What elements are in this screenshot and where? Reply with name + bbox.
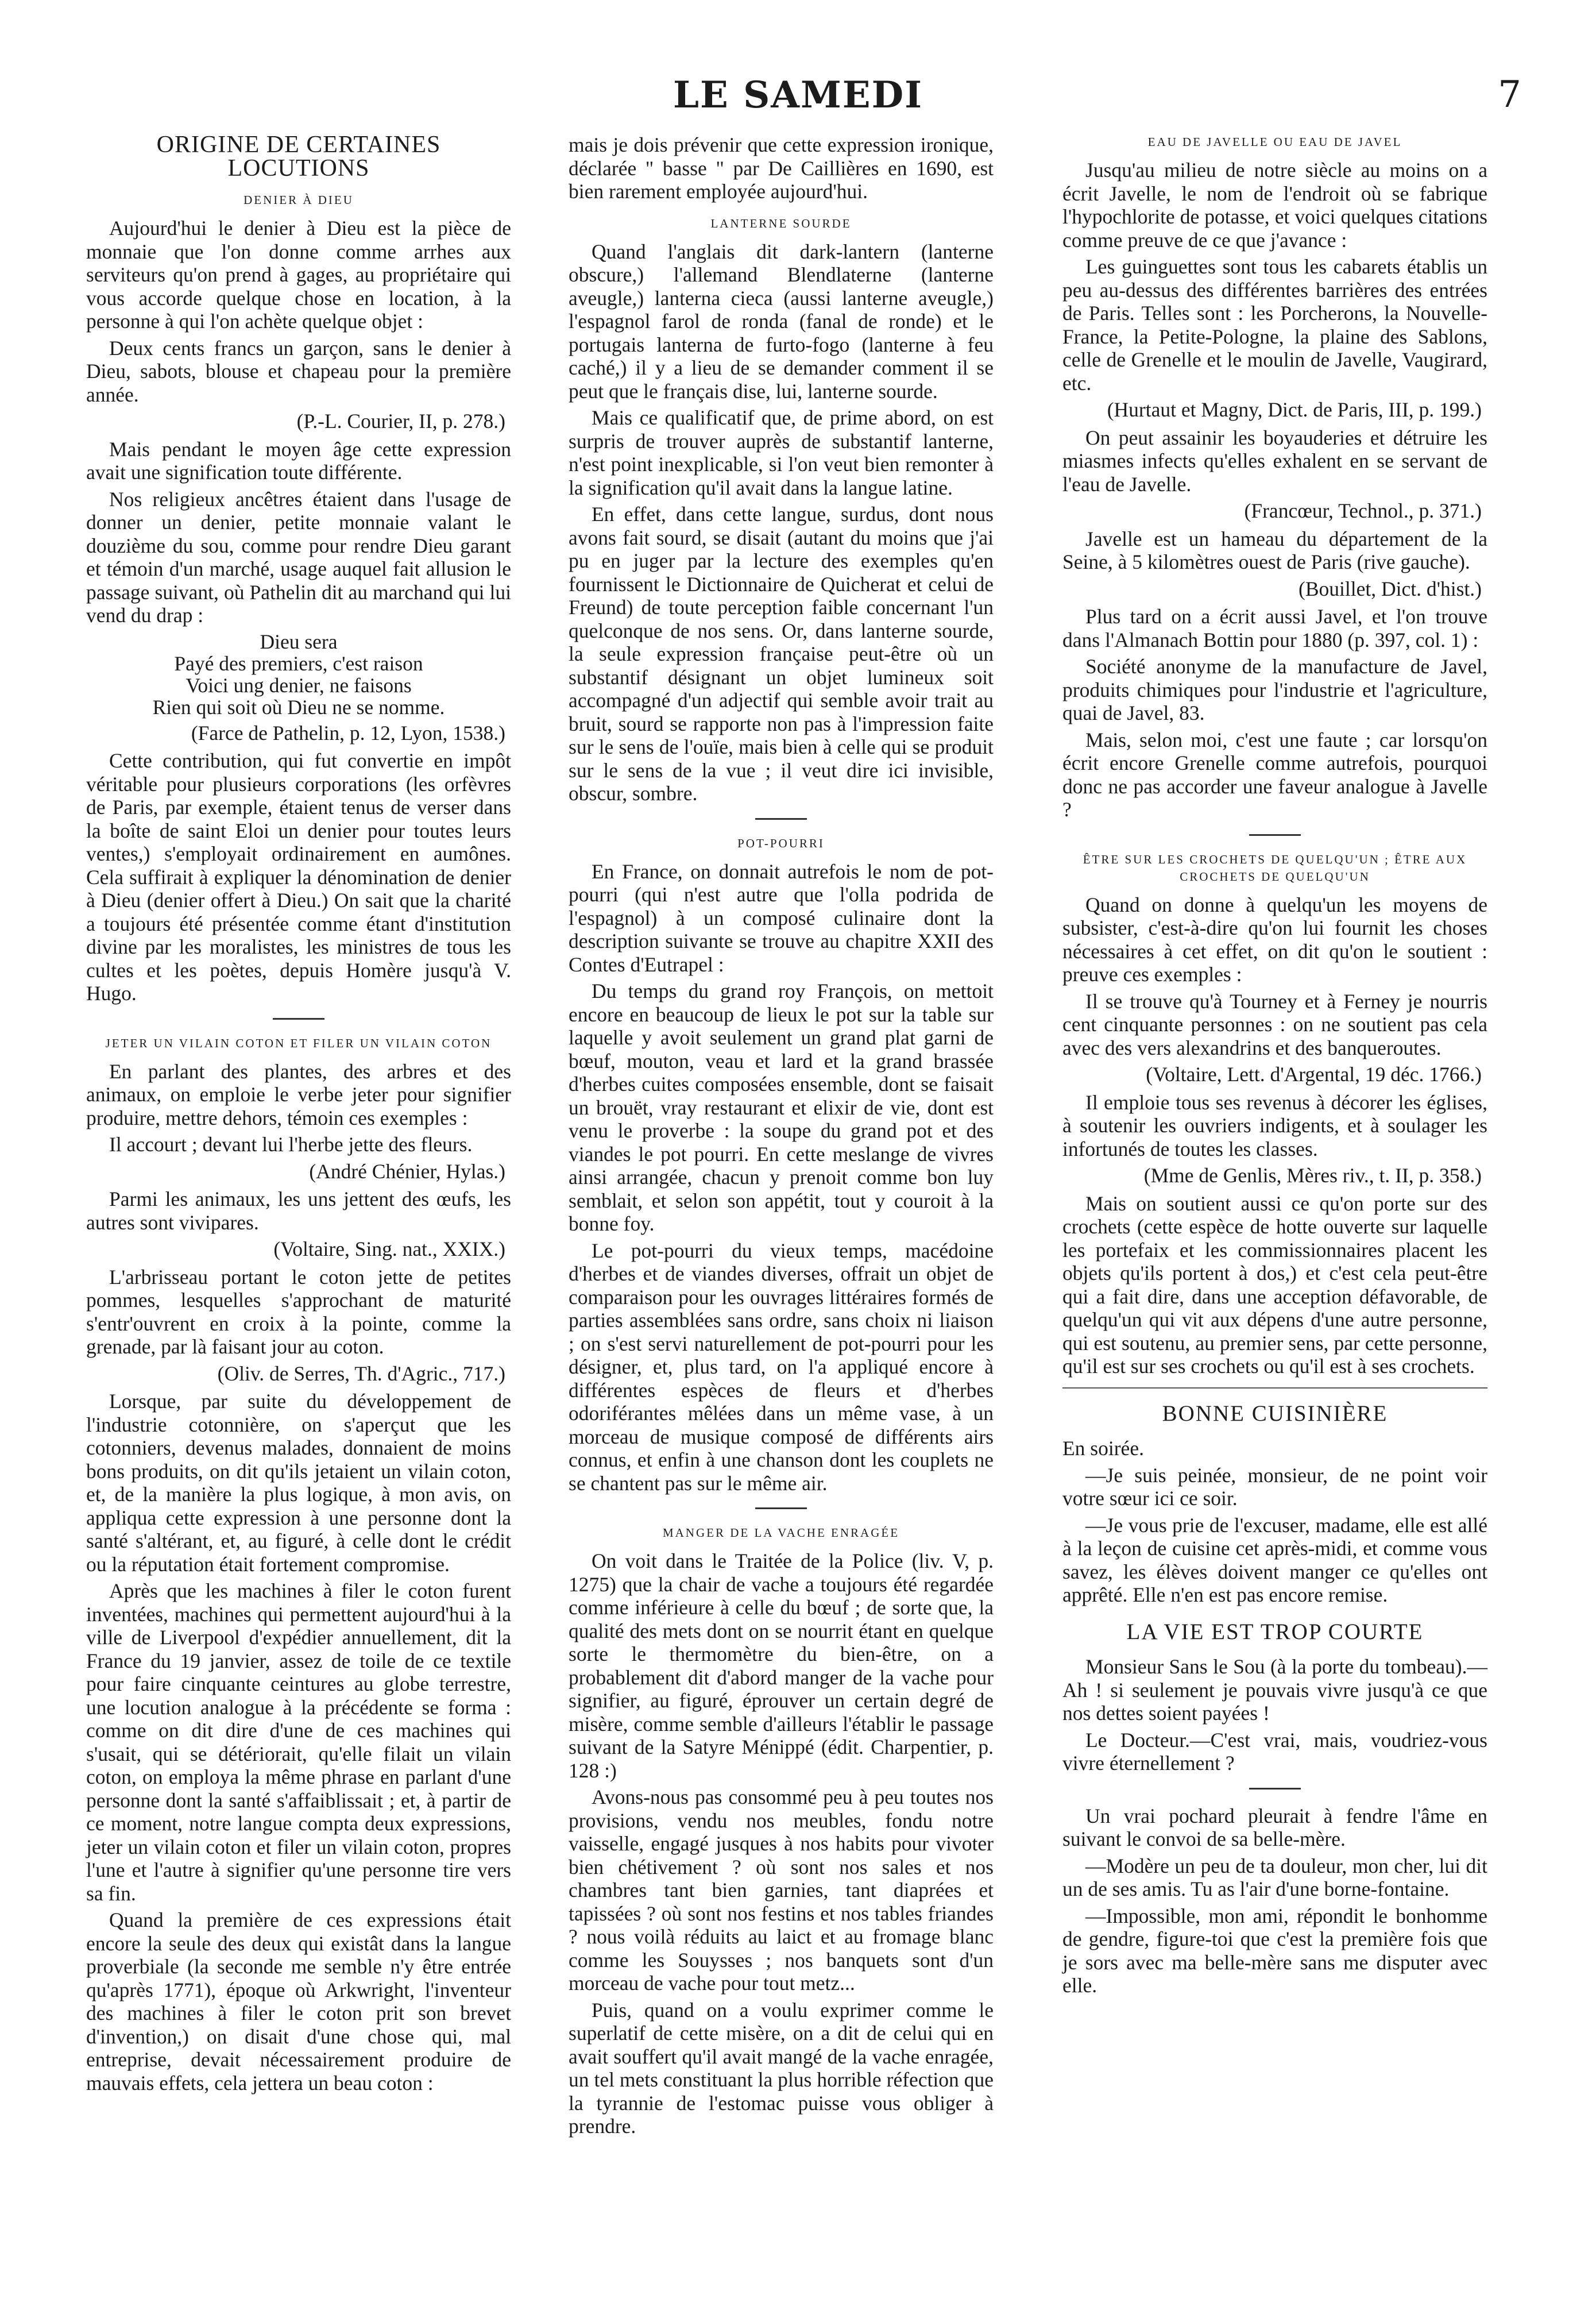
citation: (P.-L. Courier, II, p. 278.) (296, 410, 505, 433)
paragraph: Le pot-pourri du vieux temps, macédoine d'herbes et de viandes diverses, offrait un objet de comparaison pour les ouvrages littéraires formés de parties assemblées sans ordre, sans choix ni liaison ; on s'est servi naturellement de pot-pourri pour les désigner, et, plus tard, on l'a appliqué encore à différentes espèces de fleurs et d'herbes odoriférantes mêlées dans un même vase, à un morceau de musique composé de différents airs connus, et enfin à une chanson dont les couplets ne se chantent pas sur le même air. (569, 1239, 994, 1495)
quotation: Avons-nous pas consommé peu à peu toutes nos provisions, vendu nos meubles, fondu notre vaisselle, engagé jusques à nos habits pour vivoter bien chétivement ? où sont nos sales et nos chambres tant bien garnies, tant diaprées et tapissées ? où sont nos festins et nos tables friandes ? nous voilà réduits au laict et au fromage blanc comme les Souysses ; nos banquets sont d'un morceau de vache pour tout metz... (569, 1785, 994, 1995)
page-number: 7 (1498, 74, 1521, 116)
paragraph: Aujourd'hui le denier à Dieu est la pièce de monnaie que l'on donne comme arrhes aux serviteurs qu'on prend à gages, au propriétaire qui vous accorde quelque chose en location, à la personne à qui l'on achète quelque objet : (86, 217, 511, 333)
citation: (Hurtaut et Magny, Dict. de Paris, III, p. 199.) (1107, 398, 1482, 421)
verse-block (86, 631, 511, 718)
citation: (Francœur, Technol., p. 371.) (1244, 499, 1482, 522)
column-2 (569, 133, 994, 2142)
paragraph: En parlant des plantes, des arbres et des animaux, on emploie le verbe jeter pour signifier produire, mettre dehors, témoin ces exemples : (86, 1059, 511, 1129)
page-title: LE SAMEDI (673, 74, 923, 117)
article-title: ORIGINE DE CERTAINES LOCUTIONS (156, 132, 441, 182)
section-divider (755, 818, 807, 820)
verse-line: Dieu sera (260, 630, 338, 653)
paragraph: Puis, quand on a voulu exprimer comme le superlatif de cette misère, on a dit de celui qui en avait souffert qu'il avait mangé de la vache enragée, un tel mets constituant la plus horrible réfection que la tyrannie de l'estomac puisse vous obliger à prendre. (569, 1998, 994, 2138)
verse-line: Voici ung denier, ne faisons (186, 673, 412, 697)
paragraph: mais je dois prévenir que cette expression ironique, déclarée " basse " par De Caillières en 1690, est bien rarement employée aujourd'hui. (569, 133, 994, 203)
paragraph: Monsieur Sans le Sou (à la porte du tombeau).—Ah ! si seulement je pouvais vivre jusqu'à ce que nos dettes soient payées ! (1062, 1655, 1487, 1725)
citation: (Voltaire, Lett. d'Argental, 19 déc. 1766.) (1146, 1063, 1482, 1086)
quotation: Parmi les animaux, les uns jettent des œufs, les autres sont vivipares. (86, 1187, 511, 1234)
section-heading-lanterne: LANTERNE SOURDE (710, 216, 852, 230)
verse-line: Rien qui soit où Dieu ne se nomme. (152, 695, 445, 719)
quotation: Il se trouve qu'à Tourney et à Ferney je nourris cent cinquante personnes : on ne soutient pas cela avec des vers alexandrins et des banqueroutes. (1062, 989, 1487, 1059)
paragraph: Quand on donne à quelqu'un les moyens de subsister, c'est-à-dire qu'on lui fournit les choses nécessaires à cet effet, on dit qu'on le soutient : preuve ces exemples : (1062, 893, 1487, 986)
paragraph: Plus tard on a écrit aussi Javel, et l'on trouve dans l'Almanach Bottin pour 1880 (p. 397, col. 1) : (1062, 605, 1487, 651)
section-heading-crochets: ÊTRE SUR LES CROCHETS DE QUELQU'UN ; ÊTRE AUX CROCHETS DE QUELQU'UN (1083, 852, 1467, 884)
paragraph: Quand la première de ces expressions était encore la seule des deux qui existât dans la langue proverbiale (la seconde me semble n'y être entrée qu'après 1771), époque où Arkwright, l'inventeur des machines à filer le coton prit son brevet d'invention,) on disait d'une chose qui, mal entreprise, devait nécessairement produire de mauvais effets, cela jettera un beau coton : (86, 1908, 511, 2095)
horizontal-rule (1062, 1387, 1487, 1389)
paragraph: Jusqu'au milieu de notre siècle au moins on a écrit Javelle, le nom de l'endroit où se fabrique l'hypochlorite de potasse, et voici quelques citations comme preuve de ce que j'avance : (1062, 159, 1487, 252)
page-header (0, 74, 1596, 125)
paragraph: Après que les machines à filer le coton furent inventées, machines qui permettent aujourd'hui à la ville de Liverpool d'expédier annuellement, dit la France du 19 janvier, assez de toile de ce textile pour faire cinquante ceintures au globe terrestre, une locution analogue à la précédente se forma : comme on dit dire d'une de ces machines qui s'usait, qui se détériorait, qu'elle filait un vilain coton, on employa la même phrase en parlant d'une personne dont la santé s'affaiblissait ; et, à partir de ce moment, notre langue compta deux expressions, jeter un vilain coton et filer un vilain coton, propres l'une et l'autre à signifier qu'une personne tire vers sa fin. (86, 1579, 511, 1905)
paragraph: —Modère un peu de ta douleur, mon cher, lui dit un de ses amis. Tu as l'air d'une borne-fontaine. (1062, 1854, 1487, 1900)
quotation: Du temps du grand roy François, on mettoit encore en beaucoup de lieux le pot sur la table sur laquelle y avoit seulement un grand plat garni de bœuf, mouton, veau et lard et la grand brassée d'herbes cuites composées ensemble, dont se faisait un brouët, vray restaurant et elixir de vie, dont est venu le proverbe : la soupe du grand pot et des viandes le pot pourri. En cette meslange de vivres ainsi arrangée, chacun y prenoit comme bon luy semblait, et selon son appétit, tout y couroit à la bonne foy. (569, 979, 994, 1235)
column-1 (86, 133, 511, 2098)
paragraph: Mais on soutient aussi ce qu'on porte sur des crochets (cette espèce de hotte ouverte sur laquelle les portefaix et les commissionnaires placent les objets qu'ils portent à dos,) et c'est cela peut-être qui a fait dire, dans une acception défavorable, de quelqu'un qui vit aux dépens d'une autre personne, qui est soutenu, au premier sens, par cette personne, qu'il est sur ses crochets ou qu'il est à ses crochets. (1062, 1191, 1487, 1378)
citation: (Mme de Genlis, Mères riv., t. II, p. 358.) (1143, 1164, 1482, 1187)
quotation: On peut assainir les boyauderies et détruire les miasmes infects qu'elles exhalent en se servant de l'eau de Javelle. (1062, 426, 1487, 496)
paragraph: —Je suis peinée, monsieur, de ne point voir votre sœur ici ce soir. (1062, 1463, 1487, 1510)
paragraph: En soirée. (1062, 1437, 1144, 1460)
section-divider (755, 1507, 807, 1509)
paragraph: En effet, dans cette langue, surdus, dont nous avons fait sourd, se disait (autant du moins que j'ai pu en juger par la lecture des exemples qu'en fournissent le Dictionnaire de Quicherat et celui de Freund) de toute perception faible concernant l'un quelconque de nos sens. Or, dans lanterne sourde, la seule expression française peut-être où un substantif désignant un objet lumineux soit accompagné d'un adjectif qui semble avoir trait au bruit, sourd se rapporte non pas à l'impression faite sur le sens de l'ouïe, mais bien à celle qui se produit sur le sens de la vue ; il veut dire ici invisible, obscur, sombre. (569, 503, 994, 805)
paragraph: Nos religieux ancêtres étaient dans l'usage de donner un denier, petite monnaie valant le douzième du sou, comme pour rendre Dieu garant et témoin d'un marché, usage auquel fait allusion le passage suivant, où Pathelin dit au marchand qui lui vend du drap : (86, 487, 511, 627)
section-heading-denier: DENIER À DIEU (244, 193, 354, 207)
section-divider (1249, 1788, 1301, 1790)
quotation: Il accourt ; devant lui l'herbe jette des fleurs. (109, 1133, 473, 1156)
quotation: Société anonyme de la manufacture de Javel, produits chimiques pour l'industrie et l'agriculture, quai de Javel, 83. (1062, 655, 1487, 724)
quotation: Il emploie tous ses revenus à décorer les églises, à soutenir les ouvriers indigents, et à soulager les infortunés de toutes les classes. (1062, 1090, 1487, 1160)
paragraph: Cette contribution, qui fut convertie en impôt véritable pour plusieurs corporations (les orfèvres de Paris, par exemple, étaient tenus de verser dans la boîte de saint Eloi un denier pour toutes leurs ventes,) s'employait ordinairement en aumônes. Cela suffirait à expliquer la dénomination de denier à Dieu (denier offert à Dieu.) On sait que la charité a toujours été présentée comme étant d'institution divine par les moralistes, les ministres de tous les cultes et les poètes, depuis Homère jusqu'à V. Hugo. (86, 749, 511, 1005)
citation: (André Chénier, Hylas.) (309, 1159, 505, 1183)
paragraph: Lorsque, par suite du développement de l'industrie cotonnière, on s'aperçut que les cotonniers, devenus malades, donnaient de moins bons produits, on dit qu'ils jetaient un vilain coton, et, de la manière la plus logique, à mon avis, on appliqua cette expression à une personne dont la santé s'altérant, et, au figuré, à celle dont le crédit ou la réputation était fortement compromise. (86, 1390, 511, 1576)
paragraph: En France, on donnait autrefois le nom de pot-pourri (qui n'est autre que l'olla podrida de l'espagnol) à un composé culinaire dont la description suivante se trouve au chapitre XXII des Contes d'Eutrapel : (569, 859, 994, 976)
citation: (Oliv. de Serres, Th. d'Agric., 717.) (217, 1362, 505, 1385)
paragraph: Mais ce qualificatif que, de prime abord, on est surpris de trouver auprès de substantif lanterne, n'est point inexplicable, si l'on veut bien remonter à la signification qu'il avait dans la langue latine. (569, 406, 994, 499)
citation: (Bouillet, Dict. d'hist.) (1299, 577, 1482, 600)
quotation: Javelle est un hameau du département de la Seine, à 5 kilomètres ouest de Paris (rive gauche). (1062, 527, 1487, 573)
citation: (Farce de Pathelin, p. 12, Lyon, 1538.) (191, 721, 505, 745)
paragraph: Mais, selon moi, c'est une faute ; car lorsqu'on écrit encore Grenelle comme autrefois, pourquoi donc ne pas accorder une faveur analogue à Javelle ? (1062, 728, 1487, 821)
section-heading-cuisiniere: BONNE CUISINIÈRE (1162, 1401, 1388, 1426)
section-heading-vache: MANGER DE LA VACHE ENRAGÉE (662, 1526, 900, 1540)
verse-line: Payé des premiers, c'est raison (174, 651, 423, 675)
quotation: Les guinguettes sont tous les cabarets établis un peu au-dessus des différentes barrières des entrées de Paris. Telles sont : les Porcherons, la Nouvelle-France, la Petite-Pologne, la plaine des Sablons, celle de Grenelle et le moulin de Javelle, Vaugirard, etc. (1062, 255, 1487, 395)
paragraph: Quand l'anglais dit dark-lantern (lanterne obscure,) l'allemand Blendlaterne (lanterne aveugle,) lanterna cieca (aussi lanterne aveugle,) l'espagnol farol de ronda (fanal de ronde) et le portugais lanterna de furto-fogo (lanterne à feu caché,) il y a lieu de se demander comment il se peut que le français dise, lui, lanterne sourde. (569, 240, 994, 403)
paragraph: On voit dans le Traitée de la Police (liv. V, p. 1275) que la chair de vache a toujours été regardée comme inférieure à celle du bœuf ; de sorte que, la qualité des mets dont on se nourrit étant en quelque sorte le thermomètre du bien-être, on a probablement dit d'abord manger de la vache pour signifier, au figuré, éprouver un certain degré de misère, comme semble d'ailleurs l'établir le passage suivant de la Satyre Ménippé (édit. Charpentier, p. 128 :) (569, 1549, 994, 1782)
paragraph: Le Docteur.—C'est vrai, mais, voudriez-vous vivre éternellement ? (1062, 1728, 1487, 1775)
quotation: L'arbrisseau portant le coton jette de petites pommes, lesquelles s'approchant de maturité s'entr'ouvrent en croix à la pointe, comme la grenade, par là faisant jour au coton. (86, 1265, 511, 1358)
citation: (Voltaire, Sing. nat., XXIX.) (273, 1237, 505, 1260)
column-3 (1062, 133, 1487, 2001)
section-heading-pot-pourri: POT-POURRI (737, 836, 825, 850)
quotation: Deux cents francs un garçon, sans le denier à Dieu, sabots, blouse et chapeau pour la première année. (86, 336, 511, 406)
paragraph: —Impossible, mon ami, répondit le bonhomme de gendre, figure-toi que c'est la première fois que je sors avec ma belle-mère sans me disputer avec elle. (1062, 1904, 1487, 1997)
section-heading-coton: JETER UN VILAIN COTON ET FILER UN VILAIN COTON (105, 1036, 492, 1050)
section-heading-javelle: EAU DE JAVELLE OU EAU DE JAVEL (1147, 135, 1402, 149)
section-divider (273, 1018, 324, 1020)
paragraph: Mais pendant le moyen âge cette expression avait une signification toute différente. (86, 437, 511, 484)
section-heading-vie-courte: LA VIE EST TROP COURTE (1126, 1619, 1424, 1644)
section-divider (1249, 834, 1301, 836)
paragraph: —Je vous prie de l'excuser, madame, elle est allé à la leçon de cuisine cet après-midi, et comme vous savez, les élèves doivent manger ce qu'elles ont apprêté. Elle n'en est pas encore remise. (1062, 1513, 1487, 1606)
paragraph: Un vrai pochard pleurait à fendre l'âme en suivant le convoi de sa belle-mère. (1062, 1804, 1487, 1850)
